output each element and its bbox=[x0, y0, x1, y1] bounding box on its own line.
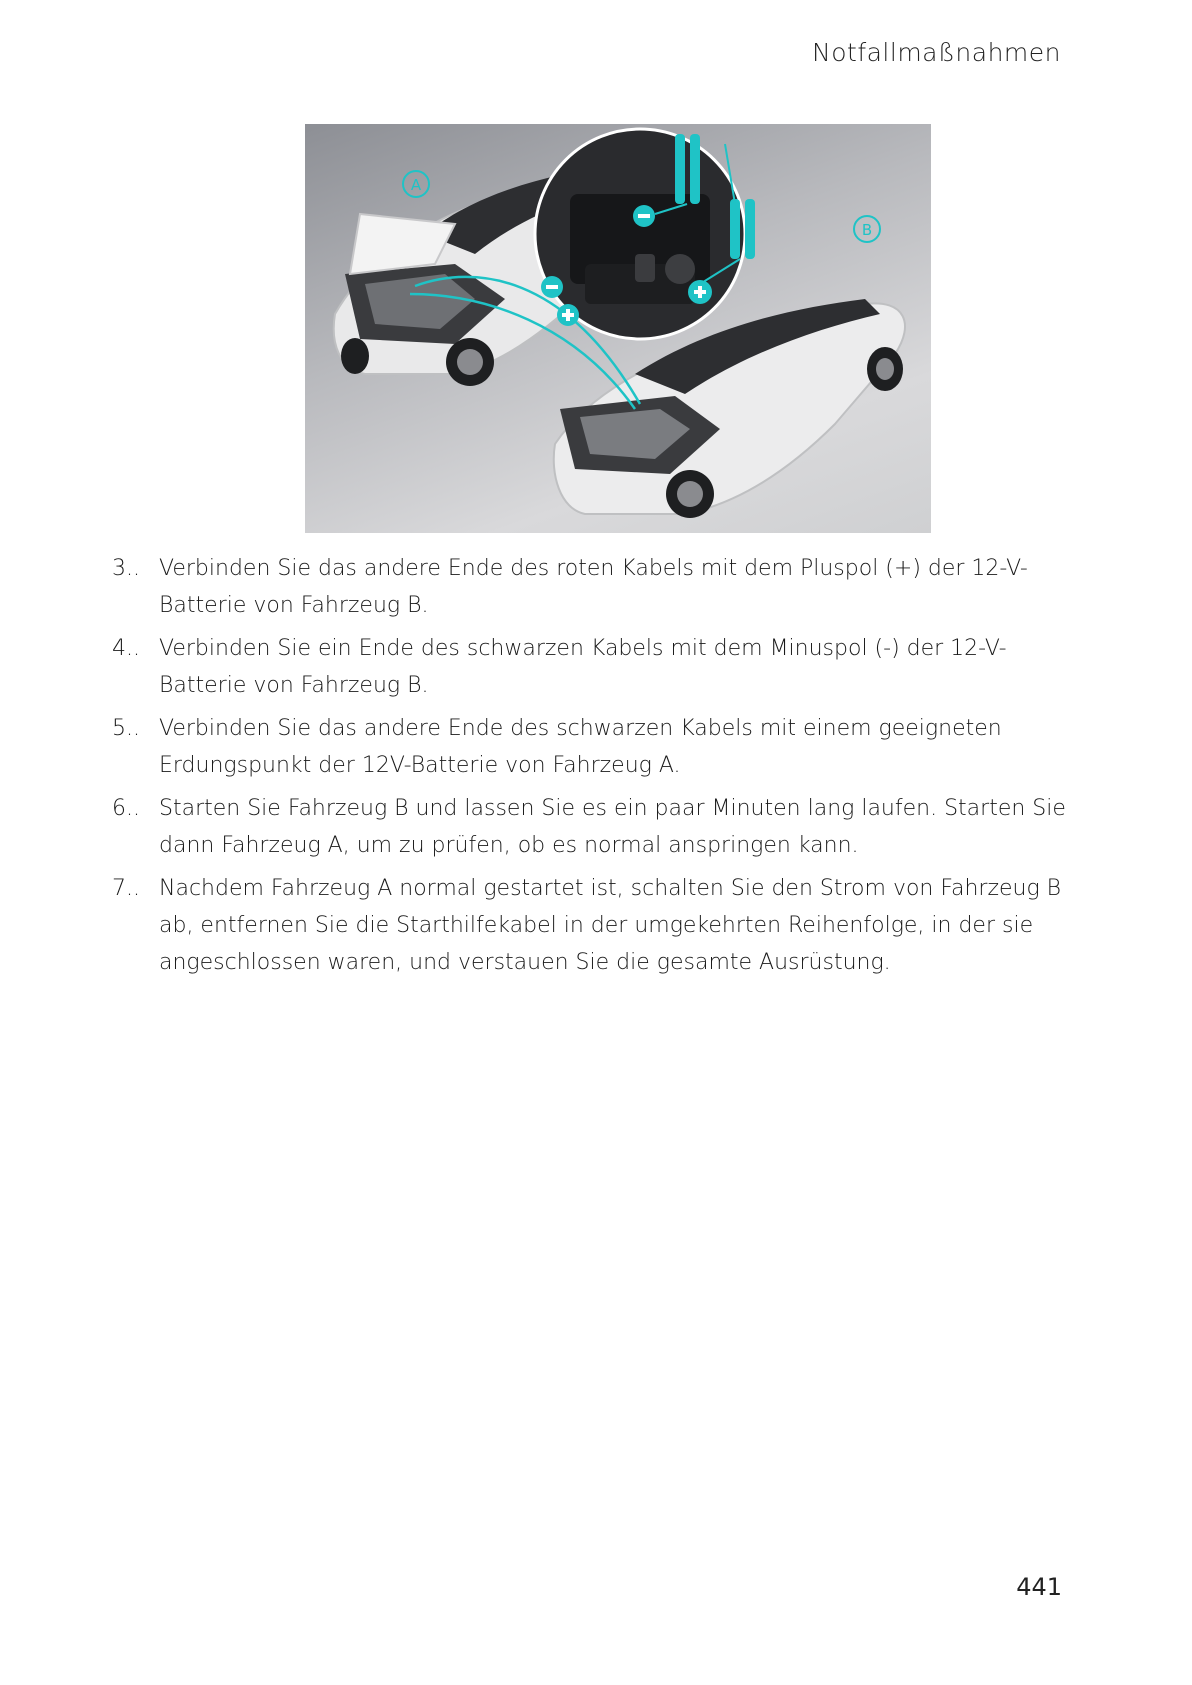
page-number: 441 bbox=[1016, 1573, 1062, 1601]
jump-start-illustration bbox=[305, 124, 931, 533]
minus-terminal-icon bbox=[541, 276, 563, 298]
plus-terminal-icon bbox=[688, 280, 712, 304]
step-number: 3.. bbox=[112, 556, 140, 581]
callout-a bbox=[403, 171, 429, 197]
step-text: Verbinden Sie das andere Ende des roten Kabels mit dem Pluspol (+) der 12-V-Batterie von Fahrzeug B. bbox=[159, 556, 1028, 618]
step-text: Verbinden Sie ein Ende des schwarzen Kabels mit dem Minuspol (-) der 12-V-Batterie von Fahrzeug B. bbox=[159, 636, 1007, 698]
step-item bbox=[112, 630, 1072, 704]
step-number: 5.. bbox=[112, 716, 140, 741]
step-number: 4.. bbox=[112, 636, 140, 661]
callout-b-label: B bbox=[861, 221, 873, 239]
step-item bbox=[112, 710, 1072, 784]
plus-terminal-icon bbox=[557, 304, 579, 326]
minus-terminal-icon bbox=[633, 205, 655, 227]
step-text: Starten Sie Fahrzeug B und lassen Sie es ein paar Minuten lang laufen. Starten Sie dann Fahrzeug A, um zu prüfen, ob es normal anspringen kann. bbox=[159, 796, 1066, 858]
callout-a-label: A bbox=[410, 176, 422, 194]
step-text: Nachdem Fahrzeug A normal gestartet ist, schalten Sie den Strom von Fahrzeug B ab, entfernen Sie die Starthilfekabel in der umgekehrten Reihenfolge, in der sie angeschlossen waren, und verstauen Sie die gesamte Ausrüstung. bbox=[159, 876, 1062, 975]
callout-b bbox=[854, 216, 880, 242]
step-item bbox=[112, 550, 1072, 624]
step-item bbox=[112, 870, 1072, 981]
step-text: Verbinden Sie das andere Ende des schwarzen Kabels mit einem geeigneten Erdungspunkt der 12V-Batterie von Fahrzeug A. bbox=[159, 716, 1002, 778]
instruction-steps bbox=[112, 550, 1072, 987]
step-number: 6.. bbox=[112, 796, 140, 821]
step-item bbox=[112, 790, 1072, 864]
section-title: Notfallmaßnahmen bbox=[812, 38, 1061, 67]
step-number: 7.. bbox=[112, 876, 140, 901]
